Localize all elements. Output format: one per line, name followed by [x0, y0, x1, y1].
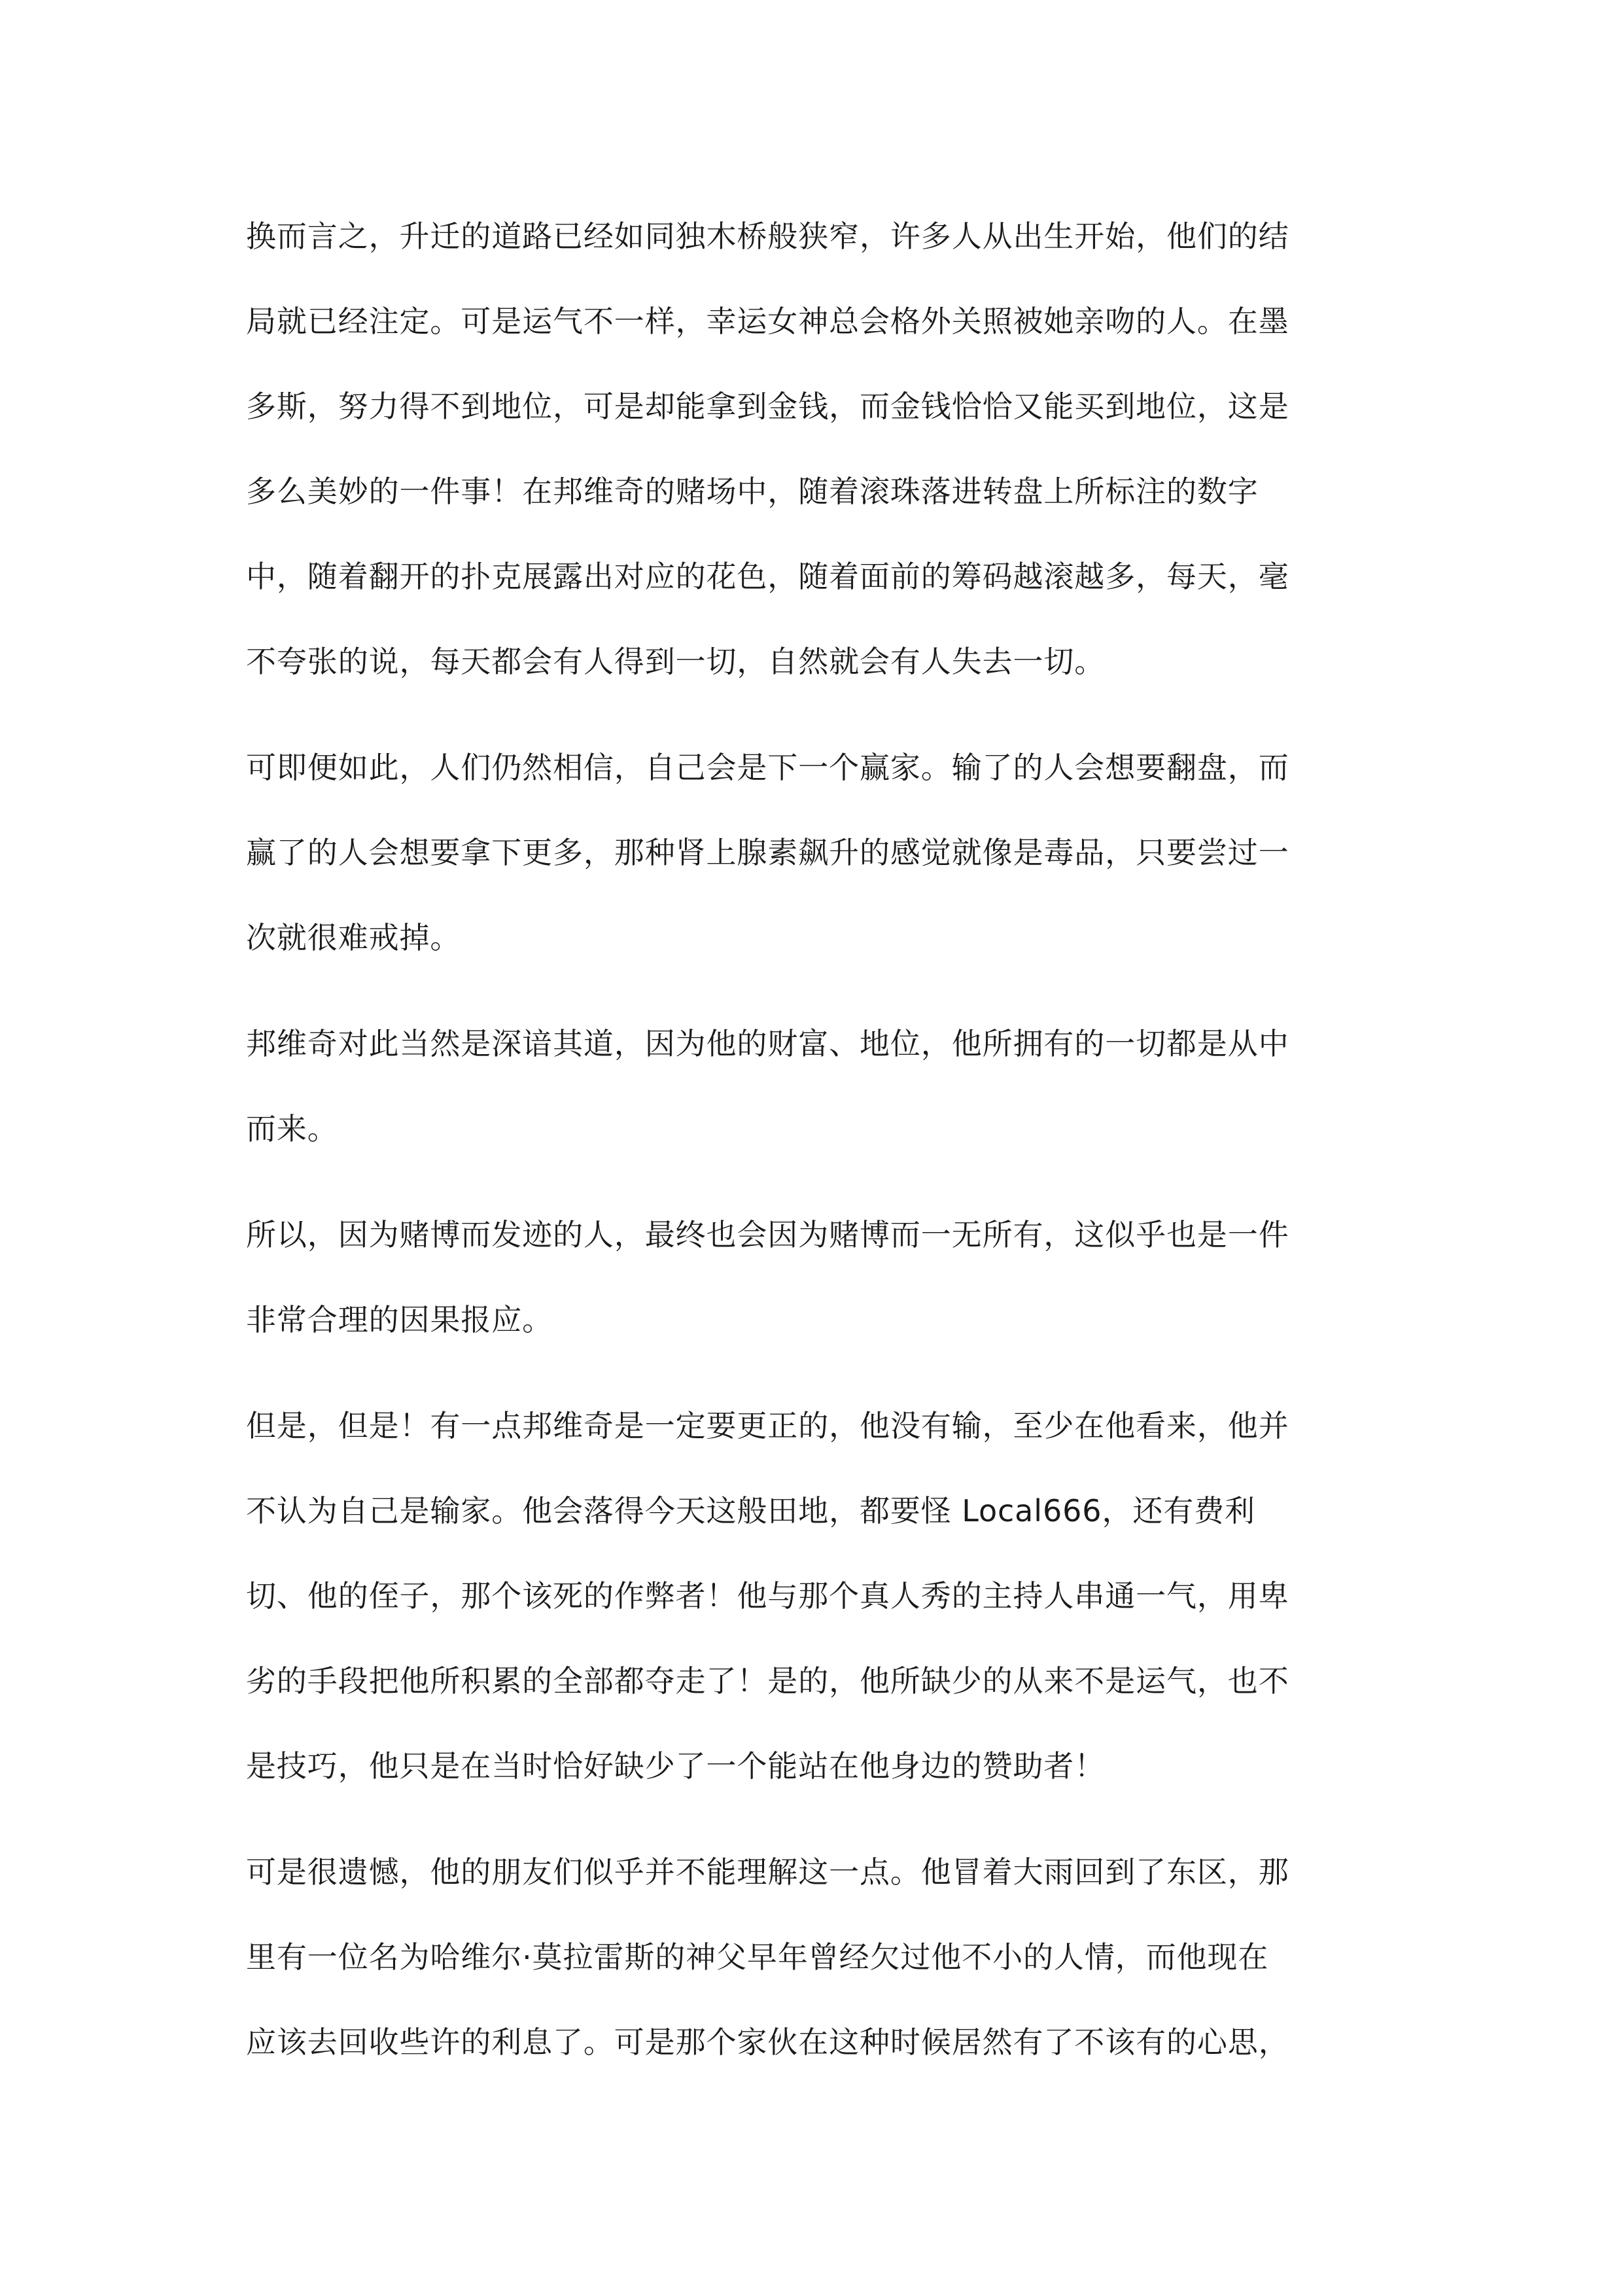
text-line: 局就已经注定。可是运气不一样，幸运女神总会格外关照被她亲吻的人。在墨: [246, 304, 1289, 339]
paragraph-spacer: [246, 1362, 1384, 1383]
paragraph-spacer: [246, 1809, 1384, 1829]
text-line: 但是，但是！有一点邦维奇是一定要更正的，他没有输，至少在他看来，他并: [246, 1408, 1289, 1443]
paragraph-spacer: [246, 980, 1384, 1001]
text-line: 赢了的人会想要拿下更多，那种肾上腺素飙升的感觉就像是毒品，只要尝过一: [246, 835, 1289, 870]
text-line: 不夸张的说，每天都会有人得到一切，自然就会有人失去一切。: [246, 644, 1106, 679]
paragraph-1: [246, 194, 1384, 704]
text-line: 次就很难戒掉。: [246, 920, 461, 955]
text-line: 而来。: [246, 1111, 338, 1146]
text-line: 非常合理的因果报应。: [246, 1302, 553, 1337]
text-line: 中，随着翻开的扑克展露出对应的花色，随着面前的筹码越滚越多，每天，毫: [246, 559, 1289, 594]
paragraph-4: [246, 1192, 1384, 1362]
paragraph-spacer: [246, 704, 1384, 725]
text-line: 可即便如此，人们仍然相信，自己会是下一个赢家。输了的人会想要翻盘，而: [246, 750, 1289, 785]
text-line: 里有一位名为哈维尔·莫拉雷斯的神父早年曾经欠过他不小的人情，而他现在: [246, 1939, 1269, 1975]
text-line: 多斯，努力得不到地位，可是却能拿到金钱，而金钱恰恰又能买到地位，这是: [246, 389, 1289, 424]
paragraph-2: [246, 725, 1384, 980]
text-line: 可是很遗憾，他的朋友们似乎并不能理解这一点。他冒着大雨回到了东区，那: [246, 1854, 1289, 1890]
text-line: 切、他的侄子，那个该死的作弊者！他与那个真人秀的主持人串通一气，用卑: [246, 1578, 1289, 1614]
text-line: 邦维奇对此当然是深谙其道，因为他的财富、地位，他所拥有的一切都是从中: [246, 1026, 1289, 1061]
text-line: 换而言之，升迁的道路已经如同独木桥般狭窄，许多人从出生开始，他们的结: [246, 219, 1289, 254]
paragraph-6: [246, 1829, 1384, 2085]
text-line: 不认为自己是输家。他会落得今天这般田地，都要怪 Local666，还有费利: [246, 1493, 1255, 1528]
body-text: [246, 194, 1384, 2085]
paragraph-5: [246, 1383, 1384, 1809]
text-line: 劣的手段把他所积累的全部都夺走了！是的，他所缺少的从来不是运气，也不: [246, 1663, 1289, 1699]
paragraph-spacer: [246, 1171, 1384, 1192]
text-line: 是技巧，他只是在当时恰好缺少了一个能站在他身边的赞助者！: [246, 1748, 1106, 1784]
text-line: 多么美妙的一件事！在邦维奇的赌场中，随着滚珠落进转盘上所标注的数字: [246, 474, 1259, 509]
text-line: 应该去回收些许的利息了。可是那个家伙在这种时候居然有了不该有的心思，: [246, 2024, 1289, 2060]
text-line: 所以，因为赌博而发迹的人，最终也会因为赌博而一无所有，这似乎也是一件: [246, 1217, 1289, 1252]
paragraph-3: [246, 1001, 1384, 1171]
